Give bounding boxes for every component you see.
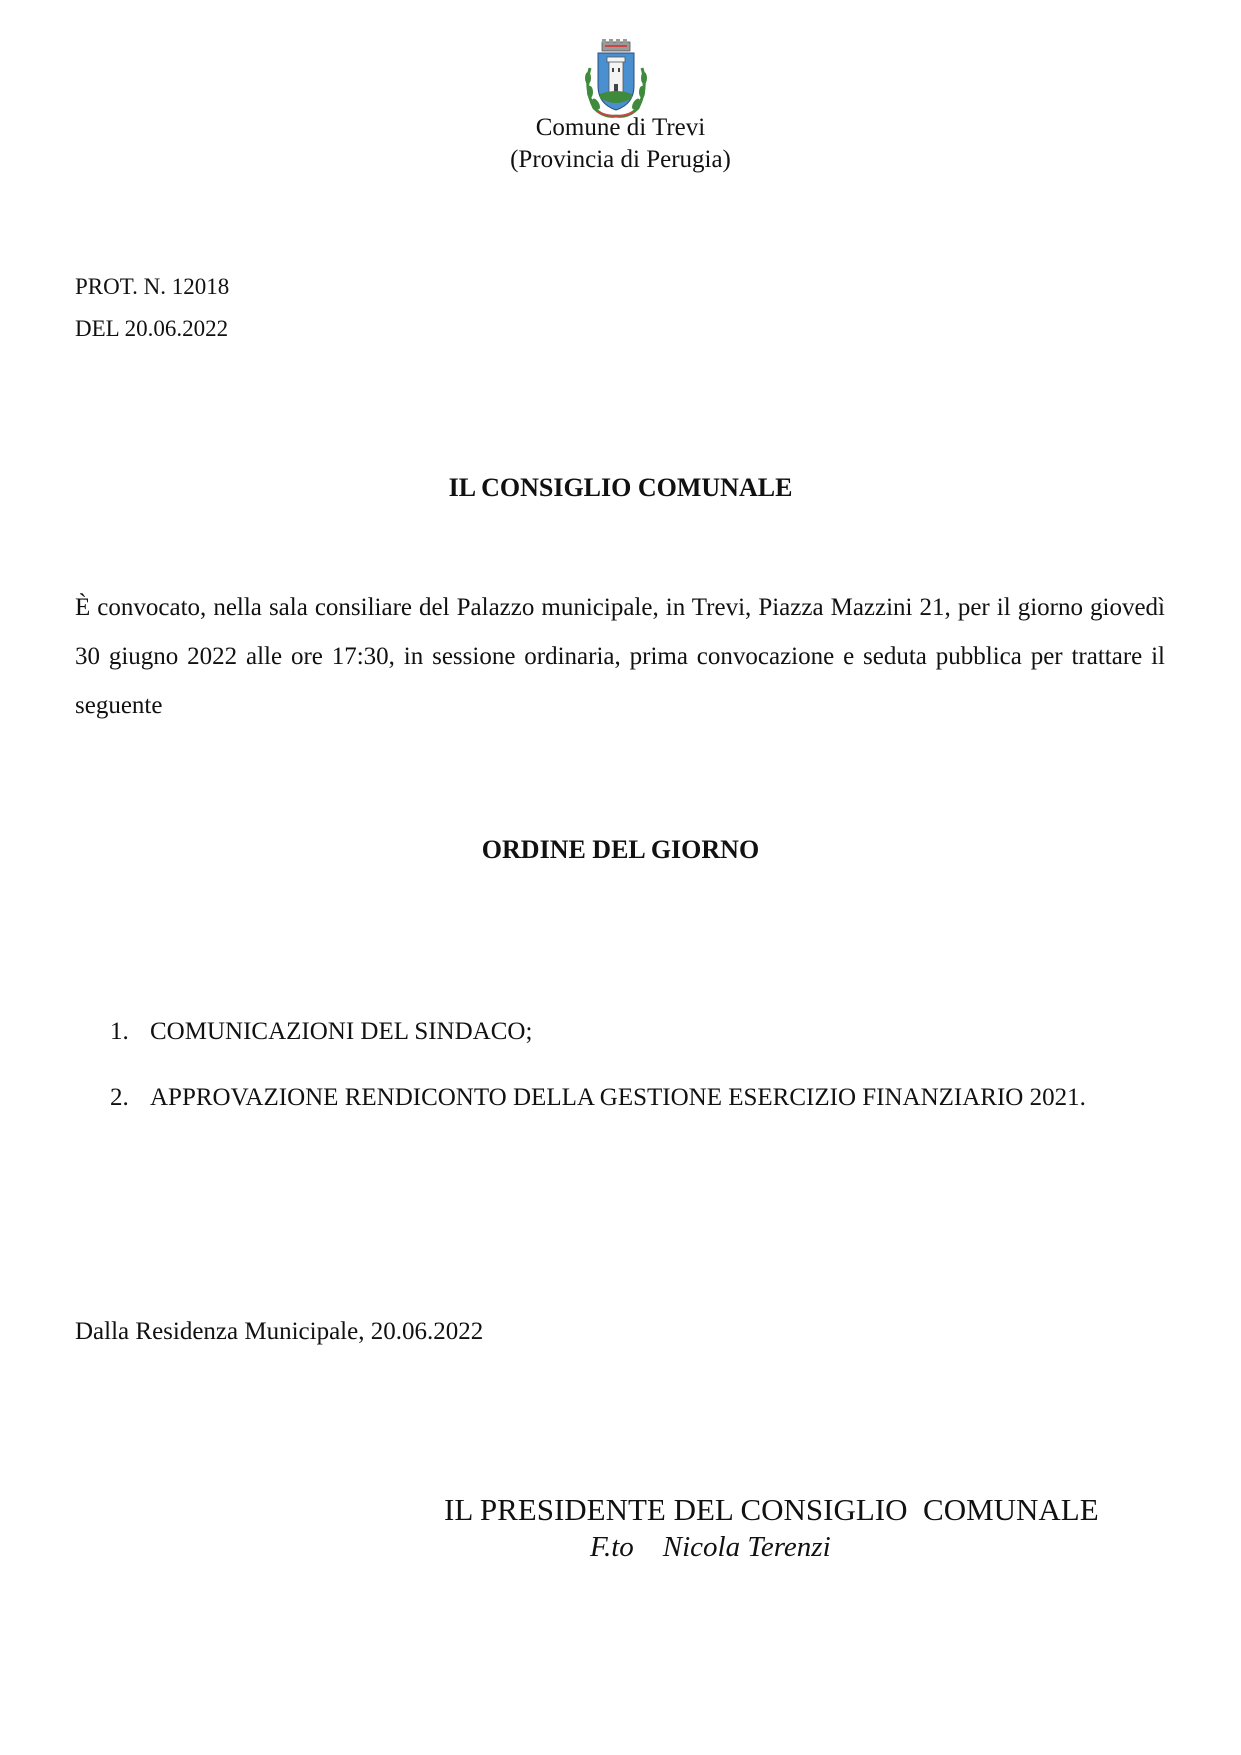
province-name: (Provincia di Perugia) (510, 146, 731, 173)
convocation-paragraph: È convocato, nella sala consiliare del Palazzo municipale, in Trevi, Piazza Mazzini 21, per il giorno giovedì 30 giugno 2022 alle ore 17:30, in sessione ordinaria, prima convocazione e seduta pubblica per trattare il seguente (75, 594, 1165, 719)
agenda-heading: ORDINE DEL GIORNO (481, 835, 760, 864)
place-date: Dalla Residenza Municipale, 20.06.2022 (75, 1318, 484, 1345)
document-title: IL CONSIGLIO COMUNALE (448, 473, 793, 502)
agenda-item-text: COMUNICAZIONI DEL SINDACO; (150, 1018, 533, 1045)
agenda-list (110, 1007, 1165, 1122)
municipality-name: Comune di Trevi (535, 114, 706, 141)
agenda-item-number: 2. (110, 1084, 129, 1111)
protocol-number: PROT. N. 12018 (75, 274, 230, 299)
protocol-date: DEL 20.06.2022 (75, 316, 229, 341)
municipal-crest-icon (578, 38, 654, 122)
agenda-item-text: APPROVAZIONE RENDICONTO DELLA GESTIONE ESERCIZIO FINANZIARIO 2021. (150, 1084, 1086, 1111)
signature-name: F.to Nicola Terenzi (590, 1531, 831, 1563)
agenda-item (110, 1007, 1165, 1056)
agenda-item-number: 1. (110, 1018, 129, 1045)
agenda-item (110, 1073, 1165, 1122)
signature-role: IL PRESIDENTE DEL CONSIGLIO COMUNALE (444, 1492, 1099, 1527)
